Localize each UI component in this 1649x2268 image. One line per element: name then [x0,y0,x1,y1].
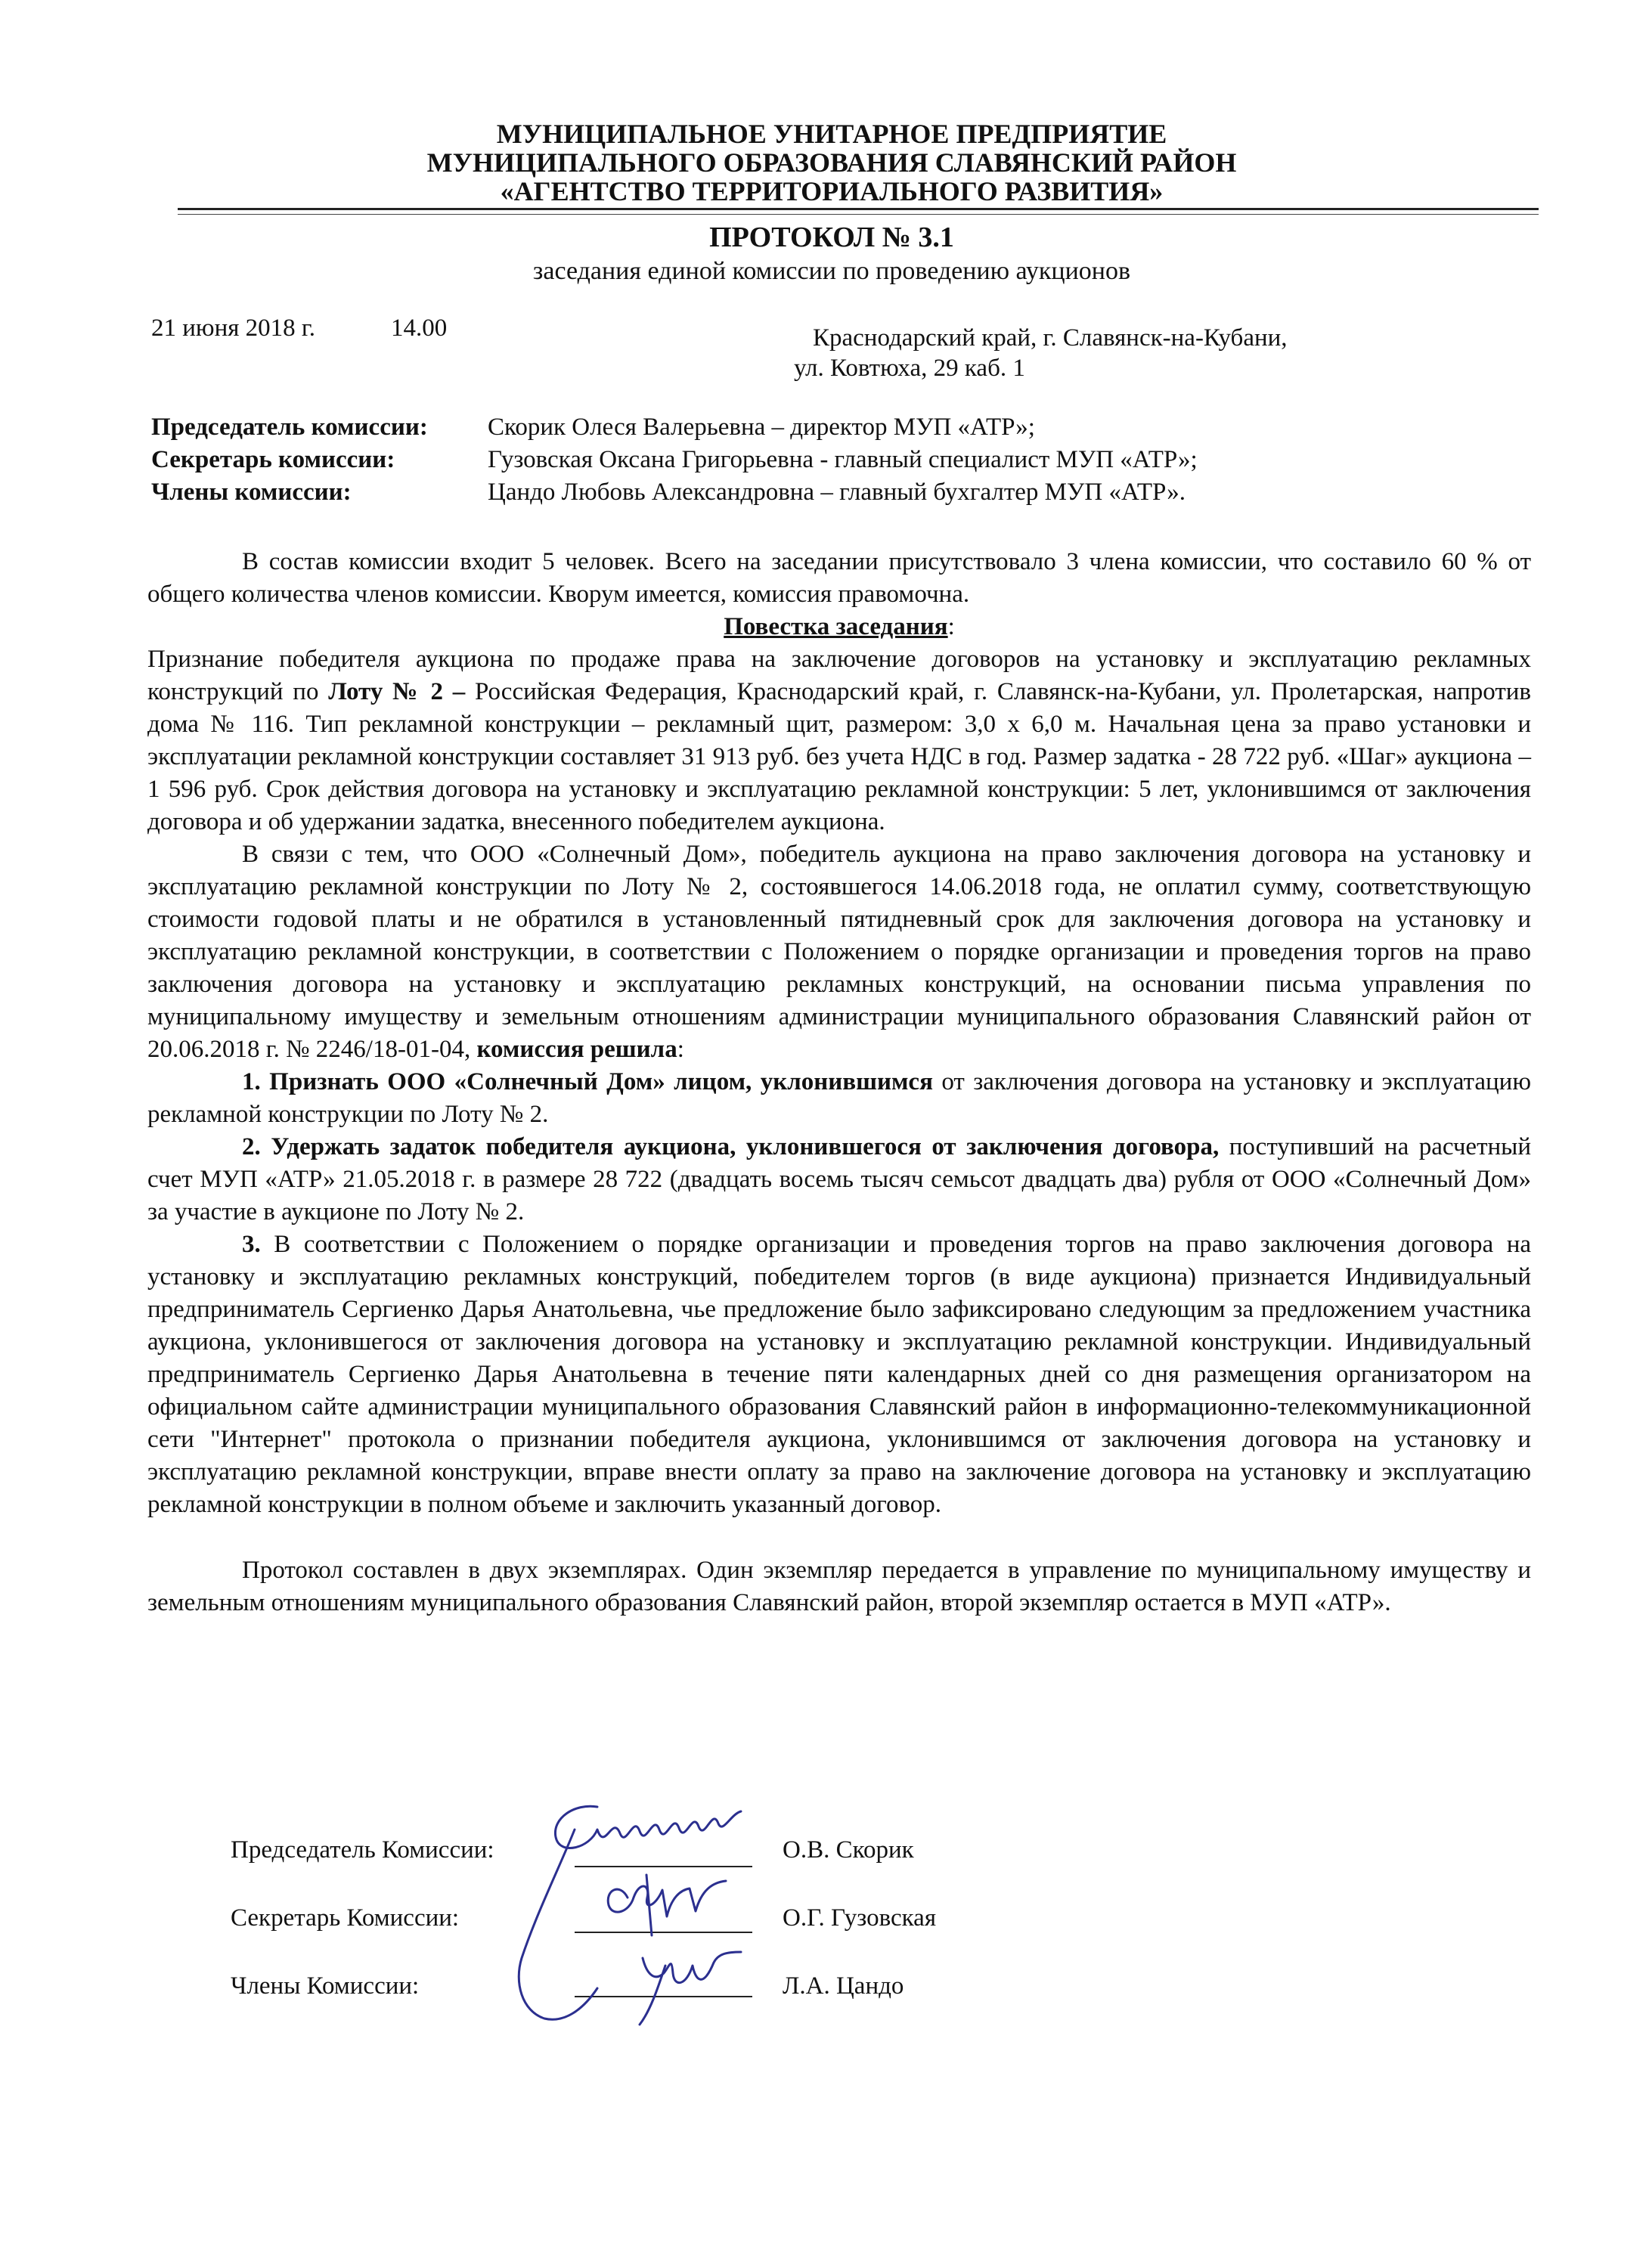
secretary-person: Гузовская Оксана Григорьевна - главный специалист МУП «АТР»; [488,446,1198,473]
agenda-paragraph [147,643,1531,838]
agenda-heading-colon: : [947,613,955,640]
meeting-place-line1: Краснодарский край, г. Славянск-на-Кубани, [813,324,1288,352]
sig-members-role: Члены Комиссии: [231,1972,420,2000]
decision-lead: комиссия решила [476,1036,677,1063]
decision-bold-text: Признать ООО «Солнечный Дом» лицом, уклонившимся [269,1068,933,1095]
closing-paragraph: Протокол составлен в двух экземплярах. Один экземпляр передается в управление по муниципальному имуществу и земельным отношениям муниципального образования Славянский район, второй экземпляр остается в МУП «АТР». [147,1557,1531,1616]
sig-secretary-role: Секретарь Комиссии: [231,1904,460,1932]
decision-number: 3. [242,1231,261,1258]
sig-chair-role: Председатель Комиссии: [231,1836,494,1864]
agenda-lot: Лоту № 2 – [328,678,466,705]
quorum-paragraph: В состав комиссии входит 5 человек. Всего на заседании присутствовало 3 члена комиссии, что составило 60 % от общего количества членов комиссии. Кворум имеется, комиссия правомочна. [147,548,1531,608]
meeting-time: 14.00 [391,314,448,342]
header-rule-thick [178,208,1539,210]
protocol-subtitle: заседания единой комиссии по проведению аукционов [532,257,1131,285]
reason-paragraph [147,838,1531,1066]
org-header-line3: «АГЕНТСТВО ТЕРРИТОРИАЛЬНОГО РАЗВИТИЯ» [500,176,1164,206]
chair-person: Скорик Олеся Валерьевна – директор МУП «АТР»; [488,414,1035,441]
agenda-text-pre: Признание победителя аукциона по продаже права на заключение договоров на установку и эксплуатацию рекламных конструкций по [147,646,1531,705]
decision-item-2 [147,1131,1531,1228]
decision-text: В соответствии с Положением о порядке организации и проведения торгов на право заключения договора на установку и эксплуатацию рекламных конструкций, победителем торгов (в виде аукциона) признается Индивидуальный предприниматель Сергиенко Дарья Анатольевна, чье предложение было зафиксировано следующим за предложением участника аукциона, уклонившегося от заключения договора на установку и эксплуатацию рекламной конструкции. Индивидуальный предприниматель Сергиенко Дарья Анатольевна в течение пяти календарных дней со дня размещения организатором на официальном сайте администрации муниципального образования Славянский район в информационно-телекоммуникационной сети "Интернет" протокола о признании победителя аукциона, уклонившимся от заключения договора на установку и эксплуатацию рекламной конструкции, вправе внести оплату за право на заключение договора на установку и эксплуатацию рекламной конструкции в полном объеме и заключить указанный договор. [147,1231,1531,1518]
decision-item-1 [147,1066,1531,1131]
decision-text: от заключения договора на установку и эксплуатацию рекламной конструкции по Лоту № 2. [147,1068,1531,1128]
agenda-text-post: Российская Федерация, Краснодарский край, г. Славянск-на-Кубани, ул. Пролетарская, напротив дома № 116. Тип рекламной конструкции – рекламный щит, размером: 3,0 х 6,0 м. Начальная цена за право установки и эксплуатации рекламной конструкции составляет 31 913 руб. без учета НДС в год. Размер задатка - 28 722 руб. «Шаг» аукциона – 1 596 руб. Срок действия договора на установку и эксплуатацию рекламной конструкции: 5 лет, уклонившимся от заключения договора и об удержании задатка, внесенного победителем аукциона. [147,678,1531,835]
sig-secretary-name: О.Г. Гузовская [783,1904,936,1932]
protocol-title: ПРОТОКОЛ № 3.1 [709,222,954,253]
meeting-date: 21 июня 2018 г. [151,314,315,342]
decision-lead-colon: : [677,1036,684,1063]
document-body [147,546,1531,1619]
decision-bold-text: Удержать задаток победителя аукциона, уклонившегося от заключения договора, [271,1133,1220,1160]
decision-number: 1. [242,1068,261,1095]
reason-text: В связи с тем, что ООО «Солнечный Дом», победитель аукциона на право заключения договора на установку и эксплуатацию рекламной конструкции по Лоту № 2, состоявшегося 14.06.2018 года, не оплатил сумму, соответствующую стоимости годовой платы и не обратился в установленный пятидневный срок для заключения договора на установку и эксплуатацию рекламной конструкции, в соответствии с Положением о порядке организации и проведения торгов на право заключения договора на установку и эксплуатацию рекламных конструкций, на основании письма управления по муниципальному имуществу и земельным отношениям администрации муниципального образования Славянский район от 20.06.2018 г. № 2246/18-01-04, [147,841,1531,1063]
org-header-line1: МУНИЦИПАЛЬНОЕ УНИТАРНОЕ ПРЕДПРИЯТИЕ [496,119,1167,149]
members-role: Члены комиссии: [151,479,352,506]
decision-number: 2. [242,1133,261,1160]
agenda-heading [147,611,1531,643]
decision-text: поступивший на расчетный счет МУП «АТР» 21.05.2018 г. в размере 28 722 (двадцать восемь тысяч семьсот двадцать два) рубля от ООО «Солнечный Дом» за участие в аукционе по Лоту № 2. [147,1133,1531,1225]
sig-members-name: Л.А. Цандо [783,1972,904,2000]
handwritten-signatures [491,1784,779,2034]
org-header-line2: МУНИЦИПАЛЬНОГО ОБРАЗОВАНИЯ СЛАВЯНСКИЙ РАЙОН [426,147,1237,178]
meeting-place-line2: ул. Ковтюха, 29 каб. 1 [794,355,1025,382]
decision-item-3 [147,1228,1531,1521]
agenda-heading-text: Повестка заседания [724,613,948,640]
header-rule-thin [178,214,1539,215]
sig-chair-name: О.В. Скорик [783,1836,914,1864]
secretary-role: Секретарь комиссии: [151,446,395,473]
chair-role: Председатель комиссии: [151,414,428,441]
members-person: Цандо Любовь Александровна – главный бухгалтер МУП «АТР». [488,479,1186,506]
